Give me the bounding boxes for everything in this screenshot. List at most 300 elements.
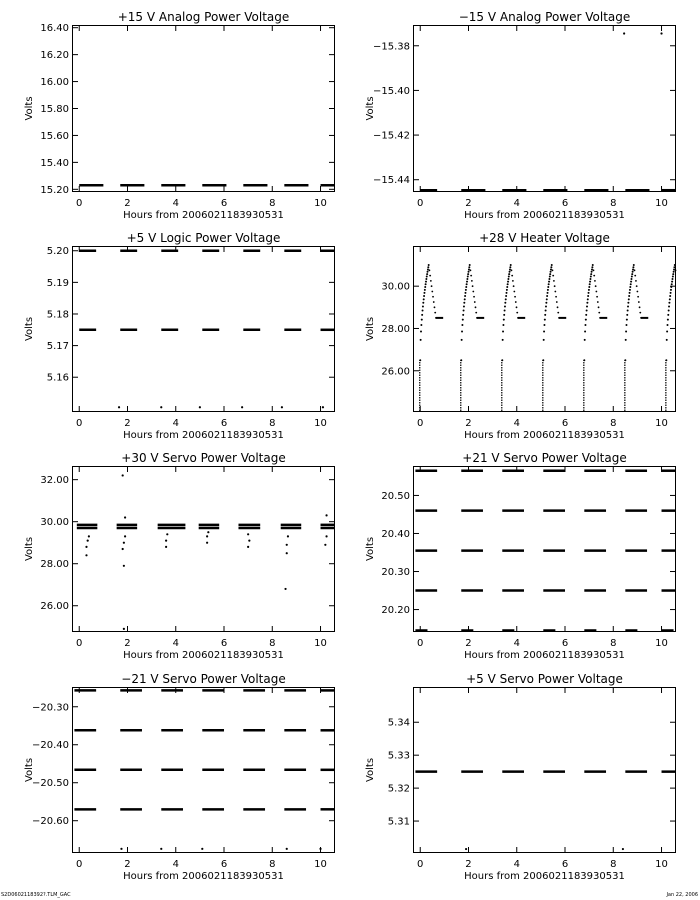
chart-svg: [365, 231, 676, 441]
x-tick-label: 8: [269, 198, 276, 209]
data-point: [470, 275, 472, 277]
data-point: [627, 309, 629, 311]
data-point: [670, 286, 672, 288]
data-point: [634, 269, 636, 271]
data-point: [507, 283, 509, 285]
y-tick-label: 5.32: [387, 783, 410, 795]
data-point: [474, 301, 476, 303]
x-tick-label: 4: [513, 638, 520, 649]
data-point: [553, 280, 555, 282]
data-point: [556, 301, 558, 303]
data-point: [544, 314, 546, 316]
x-tick-label: 2: [124, 198, 131, 209]
y-axis-label: Volts: [365, 316, 376, 342]
data-point: [512, 280, 514, 282]
data-point: [547, 292, 549, 294]
chart-title: +28 V Heater Voltage: [479, 231, 610, 245]
data-point: [665, 359, 667, 361]
data-point: [472, 291, 474, 293]
data-point: [545, 302, 547, 304]
data-point: [463, 306, 465, 308]
data-point: [472, 285, 474, 287]
data-point: [551, 264, 553, 266]
y-tick-label: 5.31: [387, 816, 410, 828]
chart-heater-plus28v: [365, 231, 676, 441]
data-point: [461, 324, 463, 326]
data-point: [584, 330, 586, 332]
data-point: [543, 324, 545, 326]
x-tick-label: 4: [172, 418, 179, 429]
data-point: [623, 32, 625, 34]
y-axis-label: Volts: [24, 316, 35, 342]
data-point: [586, 306, 588, 308]
chart-analog-minus15v: [365, 10, 676, 221]
data-point: [428, 264, 430, 266]
data-point: [123, 565, 125, 567]
data-point: [543, 330, 545, 332]
data-point: [473, 296, 475, 298]
data-point: [467, 276, 469, 278]
data-point: [674, 264, 676, 266]
x-tick-label: 2: [465, 638, 472, 649]
data-point: [247, 533, 249, 535]
data-point: [463, 309, 465, 311]
chart-svg: [24, 10, 335, 221]
data-point: [466, 278, 468, 280]
y-tick-label: 20.40: [381, 528, 410, 540]
data-point: [120, 848, 122, 850]
y-tick-label: 5.20: [46, 246, 69, 258]
chart-title: +5 V Servo Power Voltage: [466, 672, 623, 686]
data-point: [421, 314, 423, 316]
data-point: [584, 324, 586, 326]
data-point: [667, 319, 669, 321]
x-axis-label: Hours from 2006021183930531: [123, 210, 284, 221]
data-point: [465, 289, 467, 291]
data-point: [591, 266, 593, 268]
data-point: [324, 544, 326, 546]
data-point: [421, 319, 423, 321]
data-point: [667, 314, 669, 316]
data-point: [464, 298, 466, 300]
chart-svg: [24, 672, 335, 882]
y-tick-label: 26.00: [381, 366, 410, 378]
y-tick-label: −20.50: [31, 778, 69, 790]
data-point: [588, 289, 590, 291]
x-axis-label: Hours from 2006021183930531: [464, 871, 625, 882]
chart-title: +15 V Analog Power Voltage: [117, 10, 290, 24]
x-axis-label: Hours from 2006021183930531: [464, 430, 625, 441]
x-tick-label: 0: [417, 418, 424, 429]
data-point: [248, 539, 250, 541]
data-point: [284, 588, 286, 590]
data-point: [420, 339, 422, 341]
data-point: [675, 269, 677, 271]
data-point: [592, 264, 594, 266]
data-point: [507, 281, 509, 283]
x-tick-label: 4: [172, 198, 179, 209]
data-point: [507, 278, 509, 280]
data-point: [281, 406, 283, 408]
data-point: [199, 406, 201, 408]
x-tick-label: 2: [124, 859, 131, 870]
data-point: [516, 306, 518, 308]
x-tick-label: 4: [513, 859, 520, 870]
data-point: [542, 359, 544, 361]
data-point: [511, 269, 513, 271]
data-point: [589, 283, 591, 285]
data-point: [464, 292, 466, 294]
plot-frame: [414, 26, 676, 192]
data-point: [506, 289, 508, 291]
data-point: [557, 312, 559, 314]
chart-servo-plus5v: [365, 672, 676, 882]
data-point: [465, 286, 467, 288]
y-axis-label: Volts: [365, 96, 376, 121]
data-point: [422, 302, 424, 304]
chart-title: +21 V Servo Power Voltage: [462, 451, 627, 465]
chart-title: +5 V Logic Power Voltage: [126, 231, 281, 245]
x-tick-label: 6: [561, 198, 569, 209]
y-tick-label: −15.38: [372, 41, 410, 53]
plot-frame: [414, 467, 676, 632]
x-tick-label: 2: [124, 638, 131, 649]
data-point: [628, 295, 630, 297]
y-tick-label: 5.34: [387, 717, 410, 729]
data-point: [322, 406, 324, 408]
y-tick-label: 28.00: [40, 559, 69, 571]
data-point: [673, 271, 675, 273]
data-point: [549, 273, 551, 275]
data-point: [426, 273, 428, 275]
data-point: [590, 273, 592, 275]
plot-frame: [73, 26, 335, 192]
data-point: [548, 278, 550, 280]
data-point: [466, 281, 468, 283]
data-point: [595, 291, 597, 293]
data-point: [626, 319, 628, 321]
data-point: [460, 359, 462, 361]
data-point: [586, 309, 588, 311]
data-point: [471, 280, 473, 282]
x-tick-label: 10: [655, 859, 668, 870]
data-point: [509, 271, 511, 273]
data-point: [583, 359, 585, 361]
data-point: [632, 266, 634, 268]
x-tick-label: 4: [513, 418, 520, 429]
data-point: [424, 286, 426, 288]
data-point: [668, 306, 670, 308]
data-point: [630, 278, 632, 280]
plot-frame: [414, 688, 676, 853]
x-axis-label: Hours from 2006021183930531: [123, 650, 284, 661]
y-tick-label: 16.40: [40, 23, 69, 35]
data-point: [671, 278, 673, 280]
x-tick-label: 10: [314, 638, 327, 649]
data-point: [325, 514, 327, 516]
data-point: [434, 306, 436, 308]
data-point: [593, 269, 595, 271]
data-point: [118, 406, 120, 408]
x-tick-label: 0: [417, 198, 424, 209]
data-point: [434, 312, 436, 314]
data-point: [668, 309, 670, 311]
data-point: [468, 266, 470, 268]
data-point: [85, 554, 87, 556]
data-point: [552, 269, 554, 271]
y-tick-label: 5.16: [46, 372, 69, 384]
data-point: [514, 296, 516, 298]
data-point: [668, 302, 670, 304]
y-tick-label: 15.40: [40, 157, 69, 169]
x-tick-label: 0: [76, 418, 83, 429]
data-point: [598, 306, 600, 308]
data-point: [589, 281, 591, 283]
data-point: [325, 535, 327, 537]
data-point: [429, 275, 431, 277]
x-tick-label: 0: [76, 198, 83, 209]
x-tick-label: 6: [220, 638, 228, 649]
data-point: [429, 269, 431, 271]
data-point: [420, 330, 422, 332]
data-point: [639, 312, 641, 314]
data-point: [201, 848, 203, 850]
y-tick-label: 28.00: [381, 323, 410, 335]
data-point: [637, 296, 639, 298]
x-tick-label: 0: [417, 638, 424, 649]
data-point: [639, 306, 641, 308]
data-point: [666, 339, 668, 341]
chart-svg: [365, 10, 676, 221]
x-tick-label: 0: [76, 638, 83, 649]
data-point: [634, 275, 636, 277]
data-point: [625, 339, 627, 341]
data-point: [660, 32, 662, 34]
x-tick-label: 8: [610, 859, 617, 870]
data-layer: [415, 772, 676, 851]
data-point: [166, 533, 168, 535]
chart-servo-minus21v: [24, 672, 335, 882]
data-point: [475, 306, 477, 308]
y-tick-label: 5.33: [387, 750, 410, 762]
data-point: [548, 281, 550, 283]
y-tick-label: −20.60: [31, 816, 69, 828]
data-point: [587, 295, 589, 297]
y-tick-label: 5.18: [46, 309, 69, 321]
data-point: [629, 292, 631, 294]
y-tick-label: 32.00: [40, 475, 69, 487]
data-point: [629, 286, 631, 288]
data-point: [554, 285, 556, 287]
data-point: [247, 546, 249, 548]
chart-servo-plus30v: [24, 451, 335, 661]
x-tick-label: 4: [172, 859, 179, 870]
data-point: [165, 546, 167, 548]
data-point: [505, 292, 507, 294]
data-point: [543, 339, 545, 341]
data-point: [625, 330, 627, 332]
data-point: [505, 298, 507, 300]
x-tick-label: 4: [513, 198, 520, 209]
data-point: [624, 359, 626, 361]
y-tick-label: 5.19: [46, 277, 69, 289]
data-point: [550, 271, 552, 273]
data-point: [423, 295, 425, 297]
data-point: [597, 301, 599, 303]
y-tick-label: 15.80: [40, 104, 69, 115]
data-point: [593, 275, 595, 277]
data-point: [667, 324, 669, 326]
data-point: [165, 539, 167, 541]
footer-file-label: S2D0602118392?.TLM_GAC: [1, 892, 71, 898]
data-layer: [419, 264, 676, 411]
data-layer: [415, 471, 676, 631]
data-layer: [77, 474, 335, 630]
data-point: [206, 535, 208, 537]
chart-servo-plus21v: [365, 451, 676, 661]
data-point: [631, 276, 633, 278]
x-tick-label: 0: [76, 859, 83, 870]
x-tick-label: 10: [655, 418, 668, 429]
data-point: [122, 474, 124, 476]
data-point: [123, 542, 125, 544]
x-tick-label: 8: [610, 638, 617, 649]
data-point: [550, 266, 552, 268]
data-point: [431, 291, 433, 293]
data-point: [638, 301, 640, 303]
data-point: [207, 531, 209, 533]
data-point: [596, 296, 598, 298]
data-point: [88, 535, 90, 537]
data-point: [632, 271, 634, 273]
data-point: [462, 319, 464, 321]
y-tick-label: 16.00: [40, 77, 69, 89]
data-point: [670, 289, 672, 291]
x-tick-label: 6: [220, 198, 228, 209]
x-tick-label: 8: [610, 198, 617, 209]
data-point: [206, 542, 208, 544]
data-point: [501, 359, 503, 361]
data-point: [427, 266, 429, 268]
data-point: [122, 548, 124, 550]
data-point: [286, 552, 288, 554]
y-tick-label: 16.20: [40, 50, 69, 62]
data-point: [463, 302, 465, 304]
data-point: [547, 286, 549, 288]
y-axis-label: Volts: [365, 757, 376, 783]
data-point: [670, 292, 672, 294]
data-point: [669, 298, 671, 300]
data-point: [468, 271, 470, 273]
y-axis-label: Volts: [365, 536, 376, 562]
data-layer: [79, 251, 335, 409]
x-tick-label: 2: [465, 418, 472, 429]
data-point: [241, 406, 243, 408]
data-point: [513, 291, 515, 293]
data-point: [430, 280, 432, 282]
data-point: [672, 273, 674, 275]
data-point: [505, 295, 507, 297]
data-point: [470, 269, 472, 271]
chart-svg: [24, 451, 335, 661]
x-tick-label: 6: [220, 859, 228, 870]
data-point: [630, 283, 632, 285]
data-point: [506, 286, 508, 288]
data-point: [504, 309, 506, 311]
data-point: [502, 339, 504, 341]
data-point: [590, 276, 592, 278]
data-point: [627, 302, 629, 304]
data-point: [503, 314, 505, 316]
data-point: [625, 324, 627, 326]
data-point: [432, 296, 434, 298]
data-point: [545, 306, 547, 308]
x-tick-label: 10: [655, 638, 668, 649]
x-tick-label: 10: [314, 418, 327, 429]
data-point: [504, 302, 506, 304]
y-tick-label: 15.60: [40, 130, 69, 142]
data-point: [586, 302, 588, 304]
data-point: [626, 314, 628, 316]
y-tick-label: 15.20: [40, 184, 69, 196]
data-point: [627, 306, 629, 308]
data-point: [595, 285, 597, 287]
chart-svg: [365, 451, 676, 661]
data-point: [426, 276, 428, 278]
y-axis-label: Volts: [24, 96, 35, 121]
data-point: [513, 285, 515, 287]
data-point: [672, 276, 674, 278]
data-point: [287, 535, 289, 537]
data-point: [588, 286, 590, 288]
x-tick-label: 2: [465, 198, 472, 209]
data-point: [431, 285, 433, 287]
data-point: [589, 278, 591, 280]
y-axis-label: Volts: [24, 757, 35, 783]
data-point: [425, 278, 427, 280]
data-point: [425, 283, 427, 285]
chart-title: +30 V Servo Power Voltage: [121, 451, 286, 465]
data-point: [636, 291, 638, 293]
x-tick-label: 6: [561, 418, 569, 429]
x-tick-label: 8: [269, 418, 276, 429]
data-point: [509, 266, 511, 268]
y-axis-label: Volts: [24, 536, 35, 562]
y-tick-label: 20.50: [381, 490, 410, 502]
data-point: [671, 281, 673, 283]
data-point: [286, 848, 288, 850]
x-tick-label: 2: [124, 418, 131, 429]
data-point: [87, 539, 89, 541]
data-point: [160, 406, 162, 408]
chart-title: −21 V Servo Power Voltage: [121, 672, 286, 686]
data-point: [587, 298, 589, 300]
data-point: [628, 298, 630, 300]
x-axis-label: Hours from 2006021183930531: [464, 210, 625, 221]
data-point: [622, 848, 624, 850]
data-point: [552, 275, 554, 277]
data-point: [419, 359, 421, 361]
data-point: [630, 281, 632, 283]
data-point: [424, 289, 426, 291]
data-point: [422, 309, 424, 311]
data-point: [594, 280, 596, 282]
data-point: [666, 330, 668, 332]
x-tick-label: 8: [269, 638, 276, 649]
data-point: [286, 544, 288, 546]
data-point: [425, 281, 427, 283]
x-tick-label: 2: [465, 859, 472, 870]
